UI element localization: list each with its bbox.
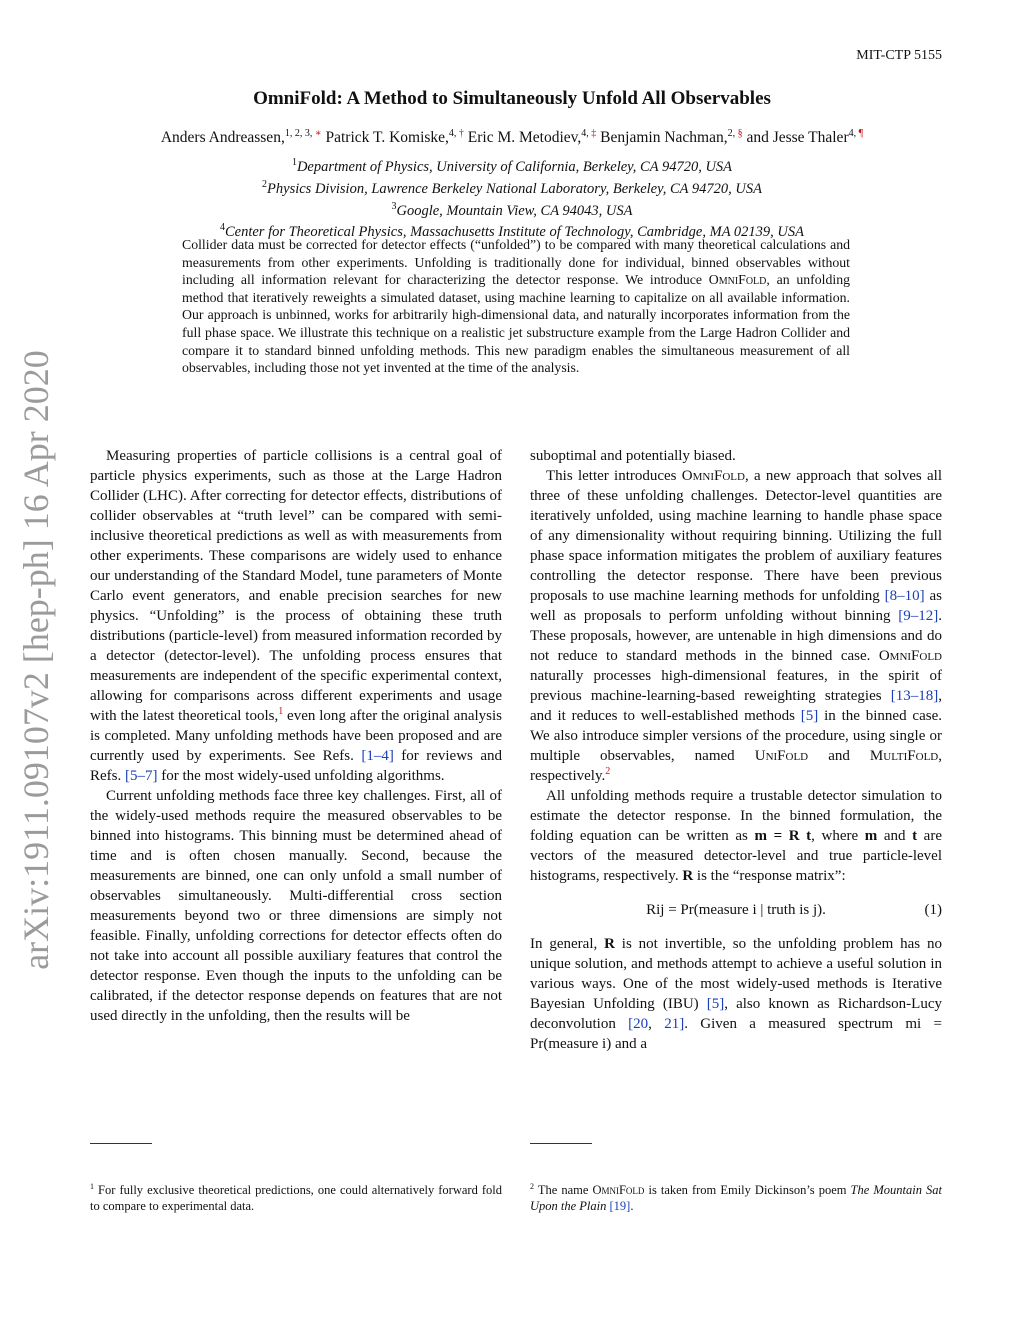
text: are vectors of the measured detector-level and true particle-level histograms, respectively.: [530, 828, 942, 884]
author-name: Anders Andreassen,: [160, 129, 285, 147]
author-name: Benjamin Nachman,: [600, 129, 728, 147]
method-name: OmniFold: [592, 1183, 645, 1198]
author-affil: 4,: [581, 128, 592, 139]
footnote-text: For fully exclusive theoretical predictions, one could alternatively forward fold to compare to experimental data.: [90, 1183, 503, 1214]
footnote-link[interactable]: 1: [278, 706, 284, 717]
text: . Given a measured spectrum mi = Pr(measure i) and a: [530, 1016, 942, 1052]
paragraph: [530, 466, 942, 786]
text: is the “response matrix”:: [693, 868, 846, 884]
text: In general,: [530, 936, 605, 952]
affiliations: [0, 154, 1024, 241]
text: for the most widely-used unfolding algorithms.: [157, 768, 445, 784]
right-column: [530, 446, 942, 1054]
author-name: Patrick T. Komiske,: [325, 129, 449, 147]
text: , a new approach that solves all three of these unfolding challenges. Detector-level quantities are iteratively unfolded, using machine learning to handle phase space of any dimensionality without requiring binning. Utilizing the full phase space information mitigates the problem of auxiliary features controlling the detector response. There have been previous proposals to use machine learning methods for unfolding: [530, 468, 942, 604]
citation-link[interactable]: [5]: [706, 996, 725, 1012]
footnote-number: 2: [530, 1182, 534, 1191]
footnote-rule: [90, 1143, 152, 1144]
arxiv-stamp-text: arXiv:1911.09107v2 [hep-ph] 16 Apr 2020: [16, 350, 56, 970]
text: in the binned case. We also introduce simpler versions of the procedure, using single or multiple observables, named: [530, 708, 942, 764]
paragraph: [530, 446, 942, 466]
author-name: and Jesse Thaler: [746, 129, 849, 147]
text: Current unfolding methods face three key challenges. First, all of the widely-used methods require the measured observables to be binned into histograms. This binning must be determined ahead of time and is often chosen manually. Second, because the measurements are binned, one can only unfold a small number of observables simultaneously. Multi-differential cross section measurements beyond two or three dimensions are simply not feasible. Finally, unfolding corrections for detector effects often do not take into account all possible auxiliary features that control the detector response. Even though the inputs to the unfolding can be calibrated, if the detector response depends on features that are not used directly in the unfolding, then the results will be: [90, 788, 502, 1024]
abstract-text: , an unfolding method that iteratively reweights a simulated dataset, using machine learning to capitalize on all available information. Our approach is unbinned, works for arbitrarily high-dimensional data, and naturally incorporates information from the full phase space. We illustrate this technique on a realistic jet substructure example from the Large Hadron Collider and compare it to standard binned unfolding methods. This new paradigm enables the simultaneous measurement of all observables, including those not yet invented at the time of the analysis.: [182, 272, 850, 376]
author-mark[interactable]: ‡: [591, 128, 597, 139]
equation-number: (1): [924, 902, 942, 918]
math-symbol: R: [682, 868, 694, 884]
author-affil: 1, 2, 3,: [284, 128, 315, 139]
citation-link[interactable]: [5]: [800, 708, 819, 724]
citation-link[interactable]: [8–10]: [884, 588, 925, 604]
abstract: [182, 236, 850, 377]
paragraph: [90, 786, 502, 1026]
text: , where: [811, 828, 865, 844]
text: and: [877, 828, 913, 844]
footnote-2: [530, 1179, 942, 1214]
author-affil: 4,: [848, 128, 859, 139]
footnote-1: [90, 1179, 502, 1214]
method-name: MultiFold: [869, 748, 939, 764]
affiliation-num: 4: [219, 222, 225, 234]
left-column: [90, 446, 502, 1026]
text: naturally processes high-dimensional features, in the spirit of previous machine-learning-based reweighting strategies: [530, 668, 942, 704]
author-name: Eric M. Metodiev,: [467, 129, 582, 147]
equation-body: Rij = Pr(measure i | truth is j).: [646, 902, 826, 918]
text: . These proposals, however, are untenable in high dimensions and do not reduce to standard methods in the binned case.: [530, 608, 942, 664]
math-symbol: t: [912, 828, 918, 844]
author-mark[interactable]: ∗: [314, 128, 322, 139]
paper-title: OmniFold: A Method to Simultaneously Unfold All Observables: [253, 88, 771, 109]
citation-link[interactable]: [5–7]: [125, 768, 158, 784]
author-list: [0, 128, 1024, 147]
affiliation-text: Google, Mountain View, CA 94043, USA: [396, 202, 633, 219]
equation-1: [530, 900, 942, 920]
method-name: OmniFold: [681, 468, 745, 484]
author-affil: 2,: [727, 128, 738, 139]
arxiv-stamp: [8, 240, 64, 1080]
poem-title: The Mountain Sat Upon the Plain: [530, 1183, 942, 1214]
affiliation-line: [0, 198, 1024, 220]
author-mark[interactable]: §: [737, 128, 743, 139]
report-number: MIT-CTP 5155: [856, 48, 942, 63]
affiliation-line: [0, 176, 1024, 198]
citation-link[interactable]: [1–4]: [361, 748, 394, 764]
footnote-rule: [530, 1143, 592, 1144]
math-symbol: R: [604, 936, 615, 952]
affiliation-text: Physics Division, Lawrence Berkeley National Laboratory, Berkeley, CA 94720, USA: [267, 180, 762, 197]
text: , and it reduces to well-established methods: [530, 688, 942, 724]
text: and: [808, 748, 870, 764]
affiliation-num: 2: [262, 178, 268, 190]
citation-link[interactable]: [19]: [609, 1199, 631, 1214]
text: suboptimal and potentially biased.: [530, 448, 736, 464]
text: even long after the original analysis is completed. Many unfolding methods have been proposed and are currently used by experiments. See Refs.: [90, 708, 502, 764]
author-affil: 4,: [448, 128, 459, 139]
affiliation-num: 3: [391, 200, 397, 212]
citation-link[interactable]: [9–12]: [898, 608, 939, 624]
citation-link[interactable]: [20: [628, 1016, 649, 1032]
paragraph: [530, 786, 942, 886]
text: as well as proposals to perform unfolding without binning: [530, 588, 942, 624]
citation-link[interactable]: 21]: [664, 1016, 685, 1032]
affiliation-text: Department of Physics, University of California, Berkeley, CA 94720, USA: [296, 158, 733, 175]
footnote-number: 1: [90, 1182, 94, 1191]
text: , also known as Richardson-Lucy deconvolution: [530, 996, 942, 1032]
author-mark[interactable]: †: [458, 128, 464, 139]
affiliation-text: Center for Theoretical Physics, Massachusetts Institute of Technology, Cambridge, MA 02139, USA: [224, 224, 805, 241]
text: is not invertible, so the unfolding problem has no unique solution, and methods attempt to achieve a useful solution in various ways. One of the most widely-used methods is Iterative Bayesian Unfolding (IBU): [530, 936, 942, 1012]
text: This letter introduces: [546, 468, 682, 484]
footnote-text: .: [630, 1199, 634, 1214]
affiliation-num: 1: [291, 157, 297, 168]
affiliation-line: [0, 154, 1024, 176]
paragraph: [530, 934, 942, 1054]
method-name: UniFold: [754, 748, 809, 764]
author-mark[interactable]: ¶: [858, 128, 864, 139]
footnote-text: The name: [537, 1183, 593, 1198]
text: for reviews and Refs.: [90, 748, 502, 784]
text: Measuring properties of particle collisions is a central goal of particle physics experiments, such as those at the Large Hadron Collider (LHC). After correcting for detector effects, distributions of collider observables at “truth level” can be compared with semi-inclusive theoretical predictions as well as with measurements from other experiments. These comparisons are widely used to enhance our understanding of the Standard Model, tune parameters of Monte Carlo event generators, and enable precision searches for new physics. “Unfolding” is the process of obtaining these truth distributions (particle-level) from measured information recorded by a detector (detector-level). The unfolding process ensures that measurements are independent of the specific experimental context, allowing for comparisons across different experiments and usage with the latest theoretical tools,: [90, 448, 502, 724]
text: ,: [648, 1016, 665, 1032]
folding-equation-inline: m = R t: [754, 828, 812, 844]
paragraph: [90, 446, 502, 786]
citation-link[interactable]: [13–18]: [890, 688, 939, 704]
footnote-link[interactable]: 2: [605, 766, 611, 777]
abstract-text: Collider data must be corrected for detector effects (“unfolded”) to be compared with many theoretical calculations and measurements from other experiments. Unfolding is traditionally done for individual, binned observables without including all information relevant for characterizing the detector response. We introduce: [182, 237, 850, 288]
method-name: OmniFold: [878, 648, 942, 664]
footnote-text: is taken from Emily Dickinson’s poem: [644, 1183, 851, 1198]
method-name: OmniFold: [708, 272, 767, 288]
text: All unfolding methods require a trustable detector simulation to estimate the detector response. In the binned formulation, the folding equation can be written as: [530, 788, 942, 844]
text: , respectively.: [530, 748, 942, 784]
math-symbol: m: [864, 828, 878, 844]
